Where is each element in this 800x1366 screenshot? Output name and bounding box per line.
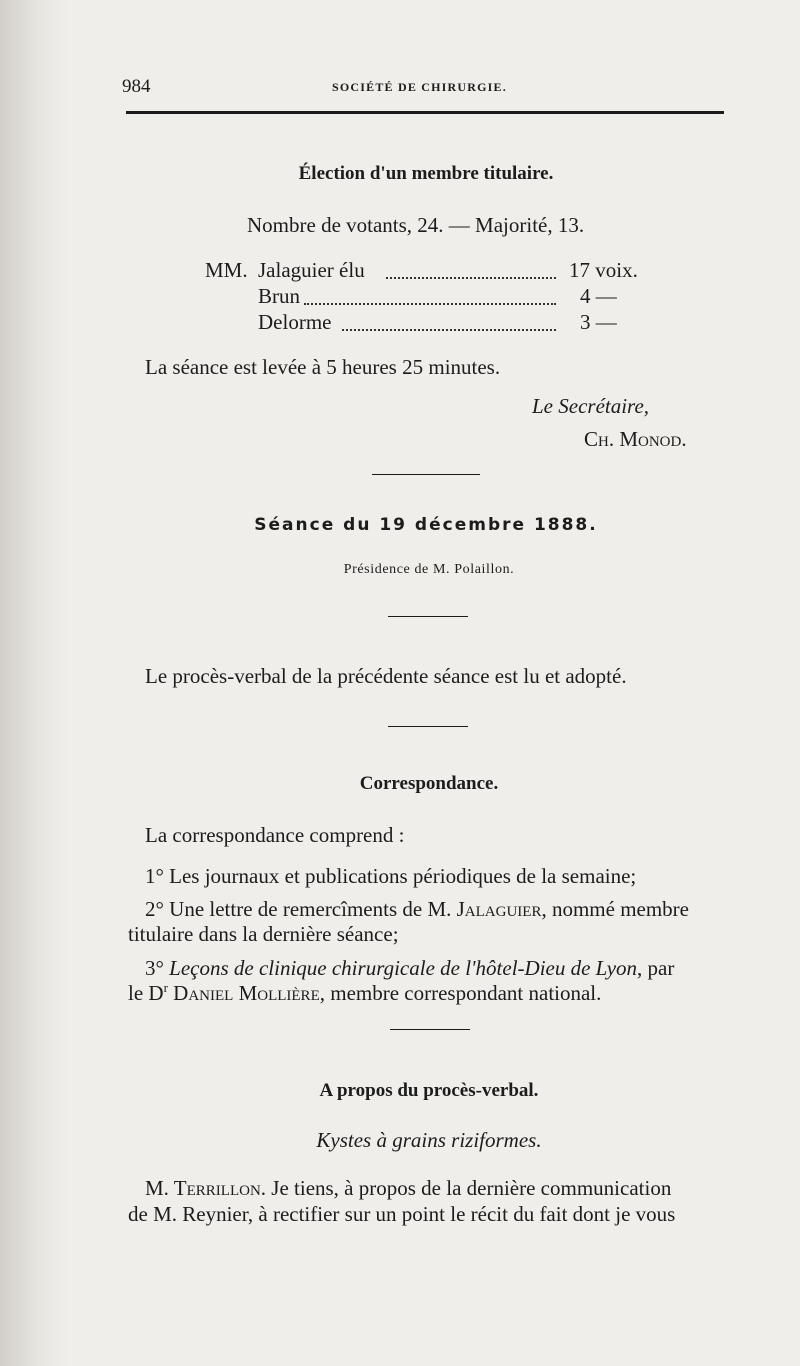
vote-row-count: 4 —	[580, 284, 617, 308]
pv-line1-rest: . Je tiens, à propos de la dernière communication	[260, 1176, 672, 1200]
correspondence-heading: Correspondance.	[359, 773, 499, 794]
pv-speaker: M. Terrillon	[145, 1176, 261, 1200]
item2-name: Jalaguier	[456, 897, 542, 921]
correspondence-item-2-cont: titulaire dans la dernière séance;	[128, 922, 399, 946]
pv-paragraph-line-2: de M. Reynier, à rectifier sur un point le récit du fait dont je vous	[128, 1202, 676, 1226]
vote-dots	[386, 273, 556, 279]
item3-num: 3°	[145, 956, 170, 980]
item2-text: 2° Une lettre de remercîments de M.	[145, 897, 457, 921]
vote-row-count: 3 —	[580, 310, 617, 334]
section-separator	[388, 726, 468, 727]
correspondence-item-1: 1° Les journaux et publications périodiques de la semaine;	[145, 864, 637, 888]
item3-text-end: , par	[637, 956, 675, 980]
item3-author: Daniel Mollière	[167, 981, 320, 1005]
item3-cont-b: , membre correspondant national.	[319, 981, 602, 1005]
signature-role: Le Secrétaire,	[532, 394, 650, 418]
correspondence-item-2	[145, 897, 689, 922]
vote-table	[0, 258, 800, 338]
session-closing: La séance est levée à 5 heures 25 minutes.	[145, 355, 501, 379]
item3-cont-a: le D	[128, 981, 164, 1005]
pv-subtitle: Kystes à grains riziformes.	[316, 1128, 542, 1152]
election-heading: Élection d'un membre titulaire.	[298, 163, 554, 184]
vote-dots	[304, 299, 556, 305]
pv-heading: A propos du procès-verbal.	[319, 1080, 539, 1101]
session-presidency: Présidence de M. Polaillon.	[343, 562, 515, 577]
pv-paragraph-line-1	[145, 1176, 671, 1201]
correspondence-item-3-cont	[128, 980, 601, 1006]
vote-row-name: Delorme	[258, 310, 332, 334]
session-heading: Séance du 19 décembre 1888.	[254, 515, 598, 535]
item2-text-end: , nommé membre	[541, 897, 689, 921]
running-head	[122, 76, 722, 102]
signature-name: Ch. Monod.	[584, 427, 687, 451]
correspondence-item-3	[145, 956, 674, 981]
vote-prefix: MM.	[205, 258, 248, 282]
vote-row-name: Brun	[258, 284, 300, 308]
item3-title: Leçons de clinique chirurgicale de l'hôtel-Dieu de Lyon	[169, 956, 638, 980]
page-edge-shadow	[0, 0, 70, 1366]
election-summary: Nombre de votants, 24. — Majorité, 13.	[247, 213, 585, 237]
item3-sup: r	[163, 980, 168, 995]
header-rule	[126, 111, 724, 114]
minutes-adopted: Le procès-verbal de la précédente séance est lu et adopté.	[145, 664, 627, 688]
correspondence-intro: La correspondance comprend :	[145, 823, 405, 847]
running-title: SOCIÉTÉ DE CHIRURGIE.	[332, 80, 507, 94]
page-number: 984	[122, 76, 151, 97]
section-separator	[390, 1029, 470, 1030]
vote-row-name: Jalaguier élu	[258, 258, 365, 282]
vote-row-count: 17 voix.	[569, 258, 638, 282]
section-separator	[372, 474, 480, 475]
vote-dots	[342, 325, 556, 331]
section-separator	[388, 616, 468, 617]
